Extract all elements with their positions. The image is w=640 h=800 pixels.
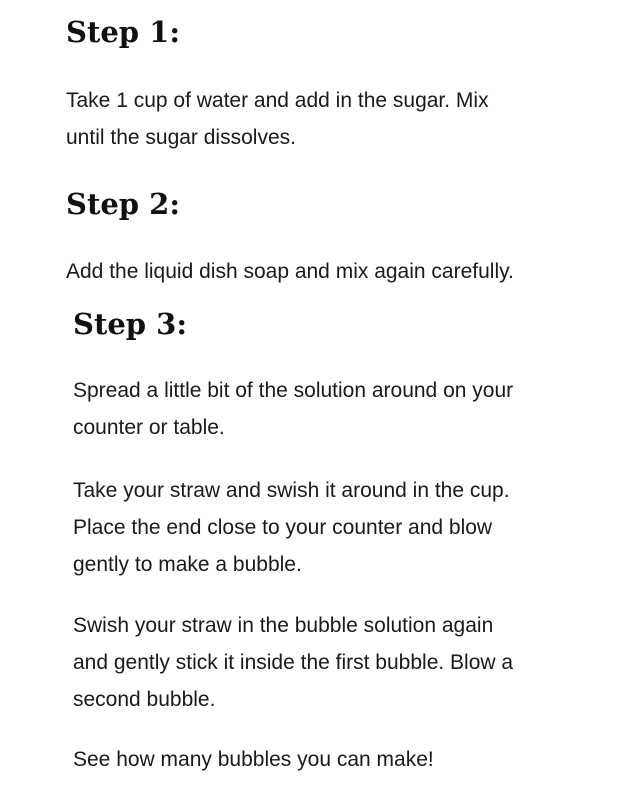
paragraph-line: and gently stick it inside the first bubble. Blow a [73,651,514,674]
paragraph-line: Spread a little bit of the solution around on your [73,379,514,402]
paragraph-line: Place the end close to your counter and blow [73,516,493,539]
step-1-paragraph-1 [66,82,489,156]
paragraph-line: Swish your straw in the bubble solution again [73,614,494,637]
step-3-heading: Step 3: [73,307,188,341]
paragraph-line: Add the liquid dish soap and mix again carefully. [66,260,514,283]
paragraph-line: Take 1 cup of water and add in the sugar. Mix [66,89,489,112]
step-3-paragraph-1 [73,372,513,446]
step-3-paragraph-3 [73,607,513,718]
step-2-heading: Step 2: [66,187,181,221]
paragraph-line: Take your straw and swish it around in the cup. [73,479,510,502]
paragraph-line: See how many bubbles you can make! [73,748,434,771]
step-3-paragraph-4 [73,741,434,778]
step-2-paragraph-1 [66,253,514,290]
paragraph-line: gently to make a bubble. [73,553,302,576]
step-1-heading: Step 1: [66,15,181,49]
paragraph-line: second bubble. [73,688,216,711]
step-3-paragraph-2 [73,472,510,583]
paragraph-line: until the sugar dissolves. [66,126,296,149]
paragraph-line: counter or table. [73,416,225,439]
